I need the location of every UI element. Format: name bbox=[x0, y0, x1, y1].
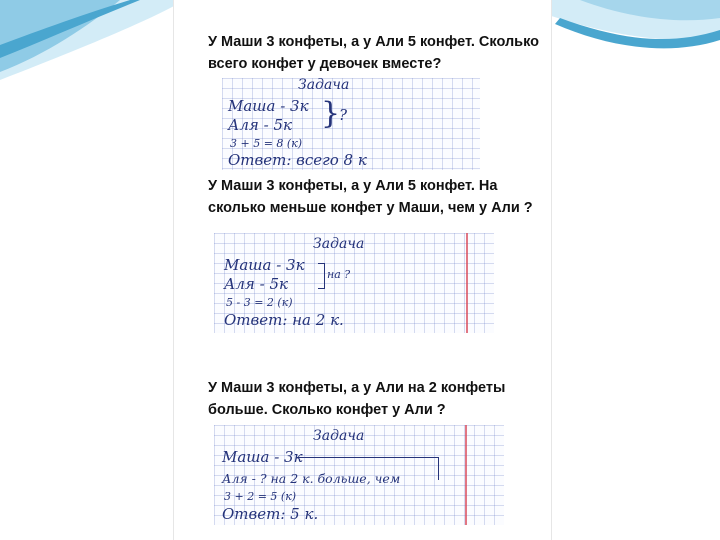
problem-2-margin-line bbox=[466, 233, 468, 333]
problem-1-hw-answer: Ответ: всего 8 к bbox=[228, 151, 367, 169]
problem-1-hw-solution: 3 + 5 = 8 (к) bbox=[230, 137, 303, 150]
problem-1-line-2: всего конфет у девочек вместе? bbox=[208, 56, 442, 72]
problem-3-line-1: У Маши 3 конфеты, а у Али на 2 конфеты bbox=[208, 380, 506, 396]
problem-3-hw-row-1: Маша - 3к bbox=[222, 448, 303, 466]
problem-1-line-1: У Маши 3 конфеты, а у Али 5 конфет. Сколько bbox=[208, 34, 540, 50]
problem-1-hw-brace: } bbox=[321, 96, 341, 131]
problem-2-text bbox=[208, 175, 533, 219]
problem-3-text bbox=[208, 377, 505, 421]
problem-3-hw-row-2: Аля - ? на 2 к. больше, чем bbox=[222, 471, 401, 486]
problem-3-margin-line bbox=[465, 425, 467, 525]
problem-2-hw-row-1: Маша - 3к bbox=[224, 256, 305, 274]
problem-1-hw-title: Задача bbox=[298, 77, 350, 93]
problem-2-hw-answer: Ответ: на 2 к. bbox=[224, 311, 344, 329]
problem-2-hw-title: Задача bbox=[313, 236, 365, 252]
problem-3-line-2: больше. Сколько конфет у Али ? bbox=[208, 402, 446, 418]
problem-2-hw-solution: 5 - 3 = 2 (к) bbox=[226, 296, 293, 309]
problem-3-hw-title: Задача bbox=[313, 428, 365, 444]
problem-2-hw-bracket bbox=[318, 263, 325, 289]
problem-1-hw-row-1: Маша - 3к bbox=[228, 97, 309, 115]
problem-2-hw-row-2: Аля - 5к bbox=[224, 275, 288, 293]
problem-2-hw-bracket-note: на ? bbox=[327, 268, 351, 281]
problem-3-hw-solution: 3 + 2 = 5 (к) bbox=[224, 490, 297, 503]
problem-1-hw-question: ? bbox=[339, 106, 348, 124]
problem-2-line-1: У Маши 3 конфеты, а у Али 5 конфет. На bbox=[208, 178, 498, 194]
problem-3-hw-answer: Ответ: 5 к. bbox=[222, 505, 319, 523]
problem-1-hw-row-2: Аля - 5к bbox=[228, 116, 292, 134]
problem-2-line-2: сколько меньше конфет у Маши, чем у Али ? bbox=[208, 200, 533, 216]
problem-1-text bbox=[208, 31, 539, 75]
